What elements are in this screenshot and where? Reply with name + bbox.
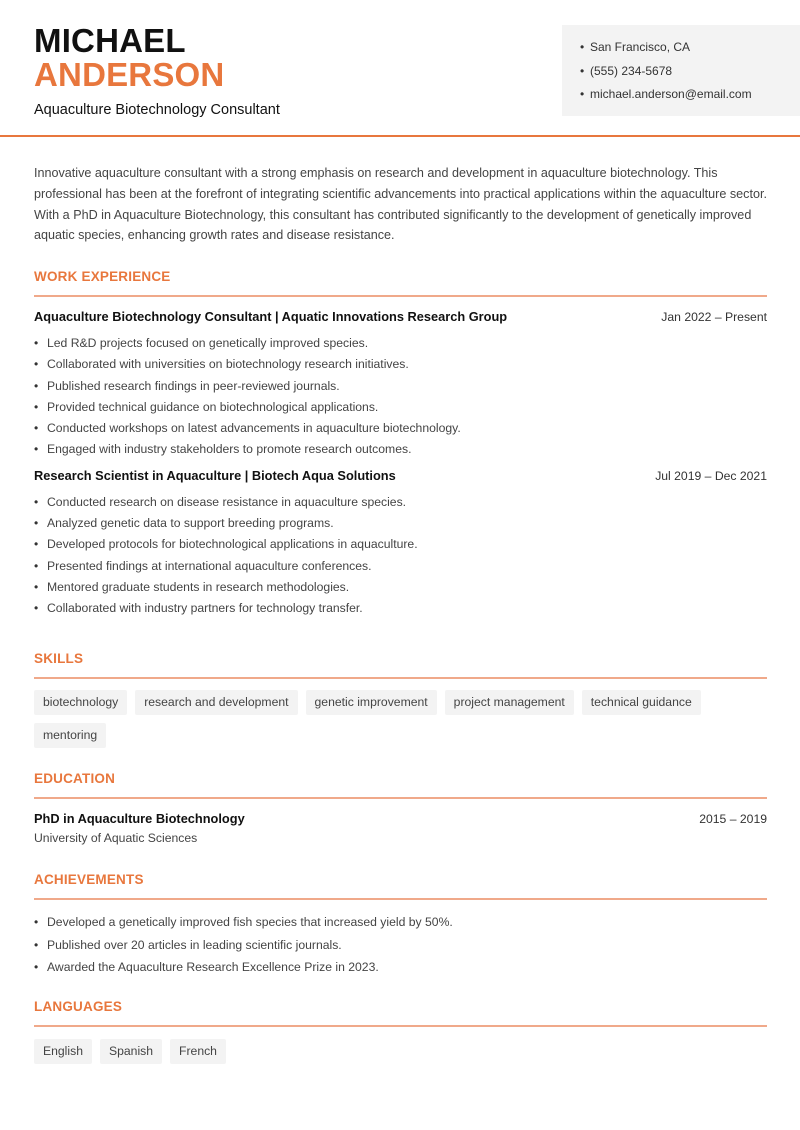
bullet-icon: • <box>34 915 39 929</box>
list-item <box>34 579 767 600</box>
job-bullets <box>34 335 767 463</box>
bullet-text: Conducted workshops on latest advancements in aquaculture biotechnology. <box>47 421 461 436</box>
bullet-icon: • <box>34 579 39 594</box>
bullet-icon: • <box>34 442 39 457</box>
job-role: Research Scientist in Aquaculture | Biotech Aqua Solutions <box>34 467 396 483</box>
bullet-icon: • <box>580 87 585 101</box>
section-divider <box>34 677 767 679</box>
list-item <box>34 959 767 982</box>
list-item <box>34 399 767 420</box>
bullet-icon: • <box>580 40 585 54</box>
bullet-icon: • <box>34 960 39 974</box>
bullet-text: Mentored graduate students in research methodologies. <box>47 579 350 594</box>
job-entry <box>34 309 767 463</box>
list-item <box>34 515 767 536</box>
skill-tag: mentoring <box>34 723 106 748</box>
contact-phone <box>580 62 800 86</box>
job-title: Aquaculture Biotechnology Consultant <box>34 102 280 118</box>
bullet-icon: • <box>580 63 585 78</box>
list-item <box>34 600 767 621</box>
contact-box <box>562 25 800 116</box>
degree: PhD in Aquaculture Biotechnology <box>34 811 245 826</box>
job-header <box>34 309 767 329</box>
list-item <box>34 356 767 377</box>
bullet-icon: • <box>34 357 39 372</box>
bullet-text: Provided technical guidance on biotechnological applications. <box>47 399 379 414</box>
contact-location <box>580 38 800 62</box>
skill-tag: genetic improvement <box>306 690 437 715</box>
education-dates: 2015 – 2019 <box>699 812 767 826</box>
job-entry <box>34 468 767 622</box>
skills-section <box>34 649 767 748</box>
bullet-icon: • <box>34 399 39 414</box>
list-item <box>34 937 767 960</box>
education-header <box>34 811 767 826</box>
work-experience-section <box>34 267 767 622</box>
section-title: ACHIEVEMENTS <box>34 872 144 887</box>
bullet-text: Engaged with industry stakeholders to promote research outcomes. <box>47 442 412 457</box>
section-divider <box>34 898 767 900</box>
education-section <box>34 769 767 845</box>
education-entry <box>34 811 767 845</box>
skill-tag: biotechnology <box>34 690 127 715</box>
email-link[interactable]: michael.anderson@email.com <box>590 87 752 101</box>
achievements-section <box>34 870 767 982</box>
list-item <box>34 494 767 515</box>
bullet-icon: • <box>34 378 39 393</box>
bullet-icon: • <box>34 516 39 531</box>
bullet-text: Published research findings in peer-reviewed journals. <box>47 378 340 393</box>
bullet-text: Led R&D projects focused on genetically improved species. <box>47 336 369 350</box>
school: University of Aquatic Sciences <box>34 831 198 845</box>
section-title: SKILLS <box>34 651 84 666</box>
skill-tag: research and development <box>135 690 297 715</box>
achievement-text: Published over 20 articles in leading scientific journals. <box>47 937 342 952</box>
location-text: San Francisco, CA <box>590 40 691 54</box>
bullet-icon: • <box>34 336 39 350</box>
resume-header <box>0 0 800 137</box>
phone-text[interactable]: (555) 234-5678 <box>590 63 673 78</box>
section-title: LANGUAGES <box>34 999 123 1014</box>
bullet-text: Developed protocols for biotechnological applications in aquaculture. <box>47 537 418 552</box>
bullet-text: Collaborated with universities on biotechnology research initiatives. <box>47 357 409 372</box>
professional-summary: Innovative aquaculture consultant with a strong emphasis on research and development in aquaculture biotechnology. This professional has been at the forefront of integrating scientific advancements into practical applications within the aquaculture sector. With a PhD in Aquaculture Biotechnology, this consultant has contributed significantly to the development of genetically improved aquatic species, enhancing growth rates and disease resistance. <box>34 166 767 243</box>
last-name: ANDERSON <box>34 56 225 93</box>
bullet-text: Conducted research on disease resistance in aquaculture species. <box>47 494 407 509</box>
language-tags <box>34 1039 767 1064</box>
job-header <box>34 468 767 488</box>
language-tag: English <box>34 1039 92 1064</box>
bullet-text: Analyzed genetic data to support breeding programs. <box>47 516 334 531</box>
list-item <box>34 441 767 462</box>
skills-tags <box>34 690 767 748</box>
name-block <box>34 24 280 118</box>
section-title: WORK EXPERIENCE <box>34 269 171 284</box>
section-divider <box>34 1025 767 1027</box>
list-item <box>34 914 767 937</box>
bullet-icon: • <box>34 537 39 552</box>
language-tag: Spanish <box>100 1039 162 1064</box>
bullet-text: Collaborated with industry partners for technology transfer. <box>47 601 363 616</box>
bullet-icon: • <box>34 937 39 952</box>
bullet-icon: • <box>34 601 39 616</box>
section-divider <box>34 797 767 799</box>
bullet-icon: • <box>34 558 39 573</box>
job-dates: Jul 2019 – Dec 2021 <box>655 468 767 483</box>
job-dates: Jan 2022 – Present <box>661 310 767 324</box>
list-item <box>34 558 767 579</box>
section-divider <box>34 295 767 297</box>
achievement-text: Developed a genetically improved fish species that increased yield by 50%. <box>47 915 453 929</box>
section-title: EDUCATION <box>34 771 116 786</box>
list-item <box>34 335 767 356</box>
bullet-icon: • <box>34 421 39 436</box>
first-name: MICHAEL <box>34 22 186 59</box>
job-role: Aquaculture Biotechnology Consultant | Aquatic Innovations Research Group <box>34 309 508 324</box>
list-item <box>34 378 767 399</box>
bullet-text: Presented findings at international aquaculture conferences. <box>47 558 372 573</box>
languages-section <box>34 997 767 1064</box>
job-bullets <box>34 494 767 622</box>
skill-tag: technical guidance <box>582 690 701 715</box>
language-tag: French <box>170 1039 226 1064</box>
bullet-icon: • <box>34 494 39 509</box>
skill-tag: project management <box>445 690 574 715</box>
list-item <box>34 536 767 557</box>
contact-email <box>580 85 800 109</box>
achievement-text: Awarded the Aquaculture Research Excellence Prize in 2023. <box>47 960 379 974</box>
achievements-list <box>34 914 767 982</box>
list-item <box>34 420 767 441</box>
